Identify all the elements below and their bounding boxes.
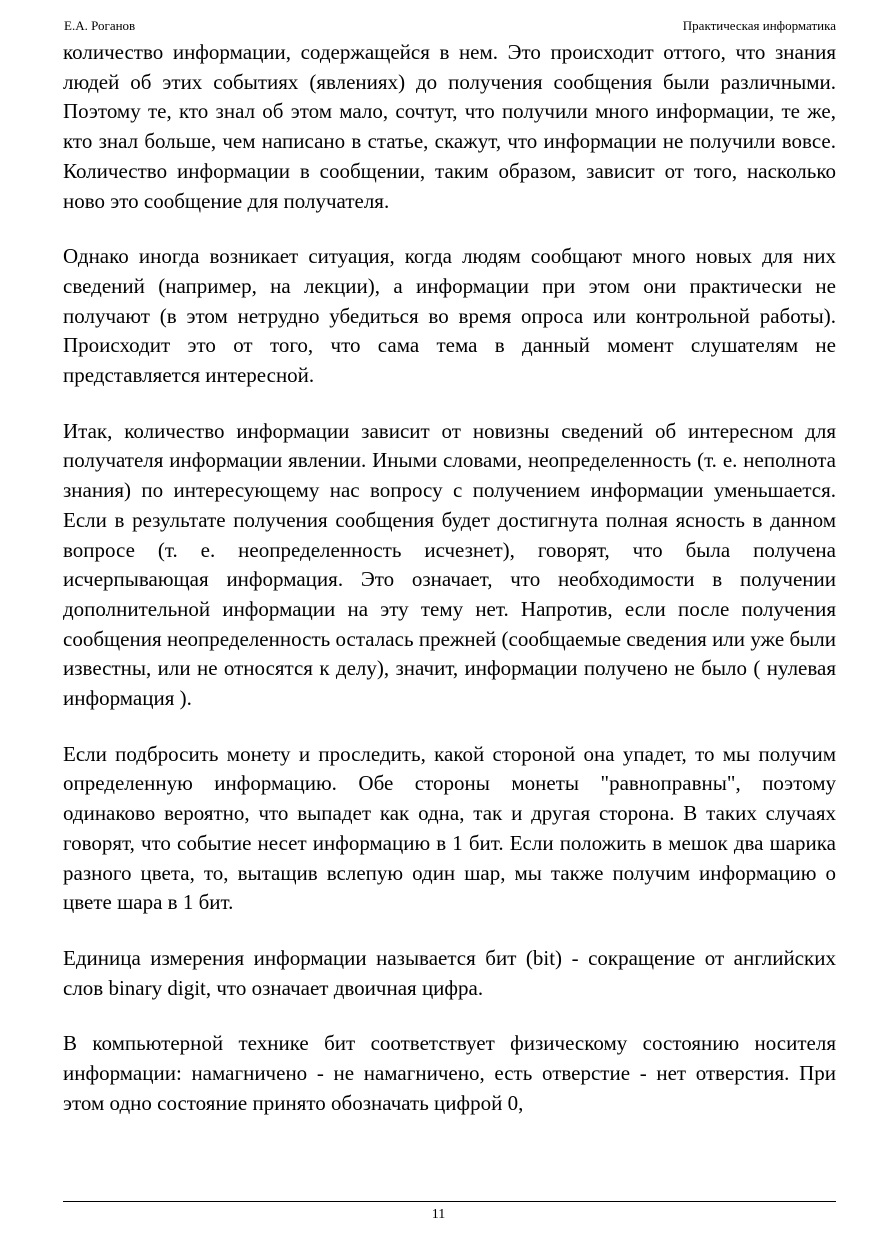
- page-number: 11: [431, 1207, 446, 1222]
- paragraph: Однако иногда возникает ситуация, когда людям сообщают много новых для них сведений (например, на лекции), а информации при этом они практически не получают (в этом нетрудно убедиться во время опроса или контрольной работы). Происходит это от того, что сама тема в данный момент слушателям не представляется интересной.: [63, 244, 836, 388]
- page-body: [63, 38, 836, 1119]
- paragraph: количество информации, содержащейся в нем. Это происходит оттого, что знания людей об этих событиях (явлениях) до получения сообщения были различными. Поэтому те, кто знал об этом мало, сочтут, что получили много информации, те же, кто знал больше, чем написано в статье, скажут, что информации не получили вовсе. Количество информации в сообщении, таким образом, зависит от того, насколько ново это сообщение для получателя.: [63, 40, 836, 213]
- header-title: Практическая информатика: [682, 18, 836, 33]
- paragraph: В компьютерной технике бит соответствует физическому состоянию носителя информации: намагничено - не намагничено, есть отверстие - нет отверстия. При этом одно состояние принято обозначать цифрой 0,: [63, 1031, 836, 1115]
- page-header: [64, 16, 836, 36]
- paragraph: Итак, количество информации зависит от новизны сведений об интересном для получателя информации явлении. Иными словами, неопределенность (т. е. неполнота знания) по интересующему нас вопросу с получением информации уменьшается. Если в результате получения сообщения будет достигнута полная ясность в данном вопросе (т. е. неопределенность исчезнет), говорят, что была получена исчерпывающая информация. Это означает, что необходимости в получении дополнительной информации на эту тему нет. Напротив, если после получения сообщения неопределенность осталась прежней (сообщаемые сведения или уже были известны, или не относятся к делу), значит, информации получено не было ( нулевая информация ).: [63, 418, 836, 711]
- paragraph: Единица измерения информации называется бит (bit) - сокращение от английских слов binary digit, что означает двоичная цифра.: [63, 945, 836, 1000]
- paragraph: Если подбросить монету и проследить, какой стороной она упадет, то мы получим определенную информацию. Обе стороны монеты "равноправны", поэтому одинаково вероятно, что выпадет как одна, так и другая сторона. В таких случаях говорят, что событие несет информацию в 1 бит. Если положить в мешок два шарика разного цвета, то, вытащив вслепую один шар, мы также получим информацию о цвете шара в 1 бит.: [63, 741, 836, 915]
- header-author: Е.А. Роганов: [64, 18, 136, 33]
- footer-divider: [63, 1201, 836, 1202]
